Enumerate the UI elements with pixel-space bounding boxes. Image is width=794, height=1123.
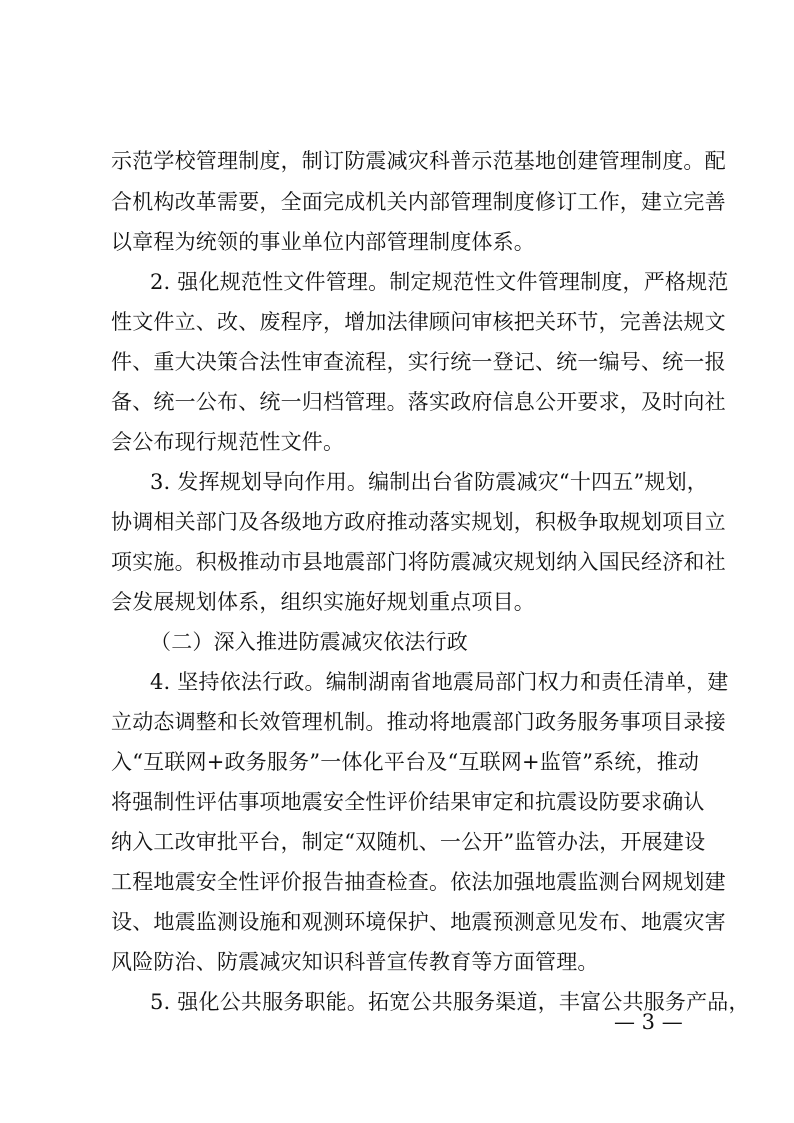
section-heading: （二）深入推进防震减灾依法行政 <box>150 630 468 654</box>
text-line: 将强制性评估事项地震安全性评价结果审定和抗震设防要求确认 <box>111 790 705 814</box>
text-line: 4. 坚持依法行政。编制湖南省地震局部门权力和责任清单，建 <box>150 670 729 694</box>
text-line: 会公布现行规范性文件。 <box>111 430 345 454</box>
text-line: 以章程为统领的事业单位内部管理制度体系。 <box>111 230 535 254</box>
text-line: 3. 发挥规划导向作用。编制出台省防震减灾“十四五”规划， <box>150 470 708 494</box>
text-line: 风险防治、防震减灾知识科普宣传教育等方面管理。 <box>111 950 599 974</box>
text-line: 会发展规划体系，组织实施好规划重点项目。 <box>111 590 535 614</box>
text-line: 设、地震监测设施和观测环境保护、地震预测意见发布、地震灾害 <box>111 910 726 934</box>
text-line: 示范学校管理制度，制订防震减灾科普示范基地创建管理制度。配 <box>111 149 726 173</box>
text-line: 项实施。积极推动市县地震部门将防震减灾规划纳入国民经济和社 <box>111 550 726 574</box>
text-line: 入“互联网+政务服务”一体化平台及“互联网+监管”系统，推动 <box>111 750 700 774</box>
text-line: 件、重大决策合法性审查流程，实行统一登记、统一编号、统一报 <box>111 350 726 374</box>
text-line: 合机构改革需要，全面完成机关内部管理制度修订工作，建立完善 <box>111 190 726 214</box>
text-line: 立动态调整和长效管理机制。推动将地震部门政务服务事项目录接 <box>111 710 726 734</box>
text-line: 协调相关部门及各级地方政府推动落实规划，积极争取规划项目立 <box>111 510 726 534</box>
text-line: 纳入工改审批平台，制定“双随机、一公开”监管办法，开展建设 <box>111 830 706 854</box>
page-number: — 3 — <box>614 1010 683 1034</box>
text-line: 工程地震安全性评价报告抽查检查。依法加强地震监测台网规划建 <box>111 870 726 894</box>
text-line: 2. 强化规范性文件管理。制定规范性文件管理制度，严格规范 <box>150 270 729 294</box>
text-line: 性文件立、改、废程序，增加法律顾问审核把关环节，完善法规文 <box>111 310 726 334</box>
text-line: 5. 强化公共服务职能。拓宽公共服务渠道，丰富公共服务产品， <box>150 990 750 1014</box>
text-line: 备、统一公布、统一归档管理。落实政府信息公开要求，及时向社 <box>111 390 726 414</box>
